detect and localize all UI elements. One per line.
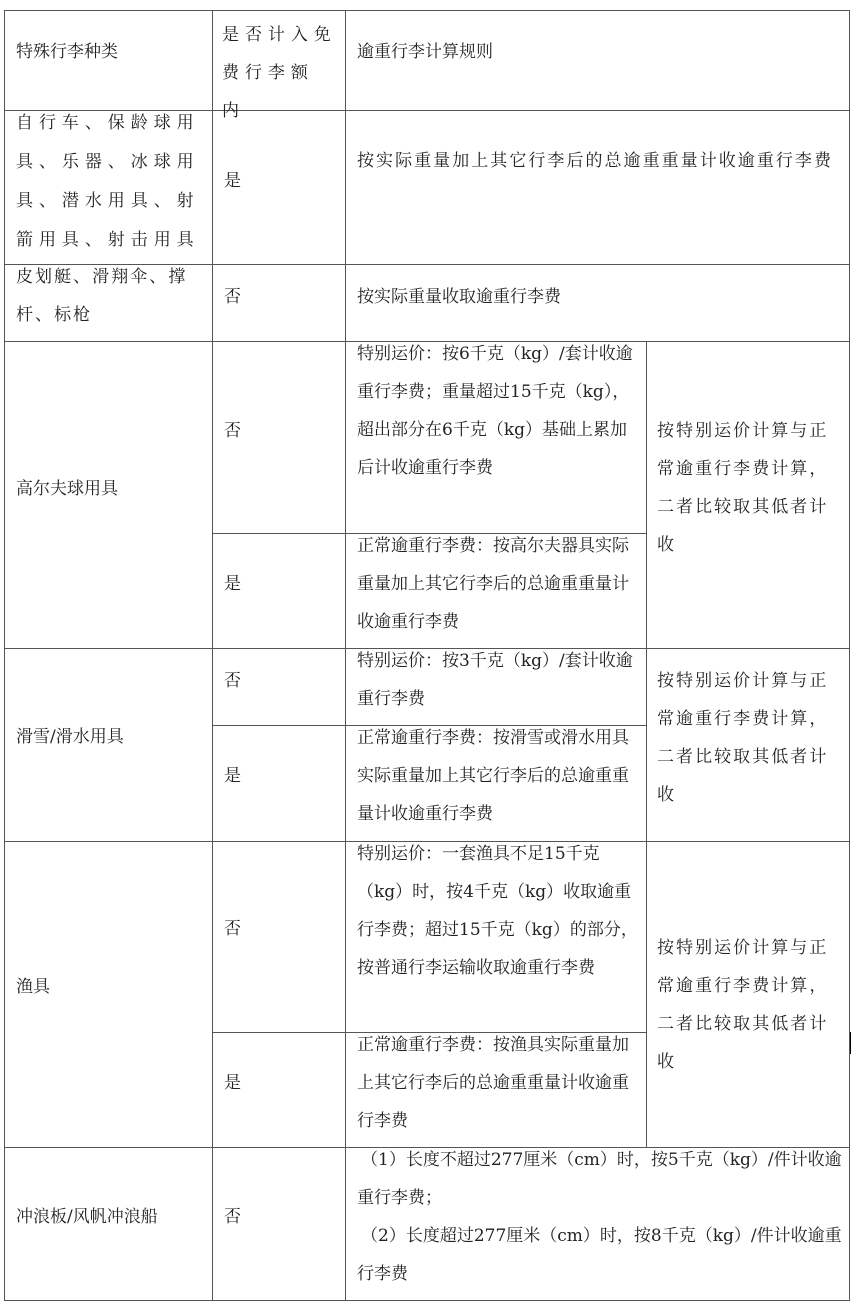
rule-line [646,341,647,1147]
row1-rule: 按实际重量加上其它行李后的总逾重重量计收逾重行李费 [357,151,833,171]
row5-note: 按特别运价计算与正常逾重行李费计算，二者比较取其低者计收 [657,938,829,1072]
rule-line [849,10,850,1301]
row3-rule-special: 特别运价：按6千克（kg）/套计收逾重行李费；重量超过15千克（kg），超出部分在6千克（kg）基础上累加后计收逾重行李费 [357,344,633,478]
row5-counted-normal: 是 [224,1073,241,1093]
row3-counted-special: 否 [224,421,241,441]
row5-counted-special: 否 [224,919,241,939]
row3-counted-normal: 是 [224,574,241,594]
row6-category: 冲浪板/风帆冲浪船 [16,1207,158,1227]
row1-category: 自行车、保龄球用具、乐器、冰球用具、潜水用具、射箭用具、射击用具 [16,113,200,250]
row6-counted: 否 [224,1207,241,1227]
row4-note: 按特别运价计算与正常逾重行李费计算，二者比较取其低者计收 [657,671,829,805]
row3-rule-normal: 正常逾重行李费：按高尔夫器具实际重量加上其它行李后的总逾重重量计收逾重行李费 [357,536,629,632]
header-rule: 逾重行李计算规则 [357,42,493,62]
row4-counted-normal: 是 [224,766,241,786]
row5-rule-special: 特别运价：一套渔具不足15千克（kg）时，按4千克（kg）收取逾重行李费；超过15千克（kg）的部分，按普通行李运输收取逾重行李费 [357,844,638,978]
rule-line [212,10,213,1301]
row2-category: 皮划艇、滑翔伞、撑杆、标枪 [16,267,188,325]
text-cursor [850,1032,851,1054]
row2-rule: 按实际重量收取逾重行李费 [357,287,561,307]
row5-category: 渔具 [16,977,50,997]
row4-rule-normal: 正常逾重行李费：按滑雪或滑水用具实际重量加上其它行李后的总逾重重量计收逾重行李费 [357,728,629,824]
row6-rule-1: （1）长度不超过277厘米（cm）时，按5千克（kg）/件计收逾重行李费； [357,1150,842,1208]
row4-rule-special: 特别运价：按3千克（kg）/套计收逾重行李费 [357,651,633,709]
row3-category: 高尔夫球用具 [16,479,118,499]
row4-counted-special: 否 [224,671,241,691]
rule-line [4,1300,850,1301]
rule-line [4,10,850,11]
row4-category: 滑雪/滑水用具 [16,727,124,747]
header-category: 特殊行李种类 [16,42,118,62]
row1-counted: 是 [224,171,241,191]
row3-note: 按特别运价计算与正常逾重行李费计算，二者比较取其低者计收 [657,421,829,555]
row6-rule-2: （2）长度超过277厘米（cm）时，按8千克（kg）/件计收逾重行李费 [357,1226,842,1284]
row2-counted: 否 [224,287,241,307]
row5-rule-normal: 正常逾重行李费：按渔具实际重量加上其它行李后的总逾重重量计收逾重行李费 [357,1035,629,1131]
rule-line [4,10,5,1301]
header-counted: 是否计入免费行李额 内 [222,25,337,121]
rule-line [345,10,346,1301]
